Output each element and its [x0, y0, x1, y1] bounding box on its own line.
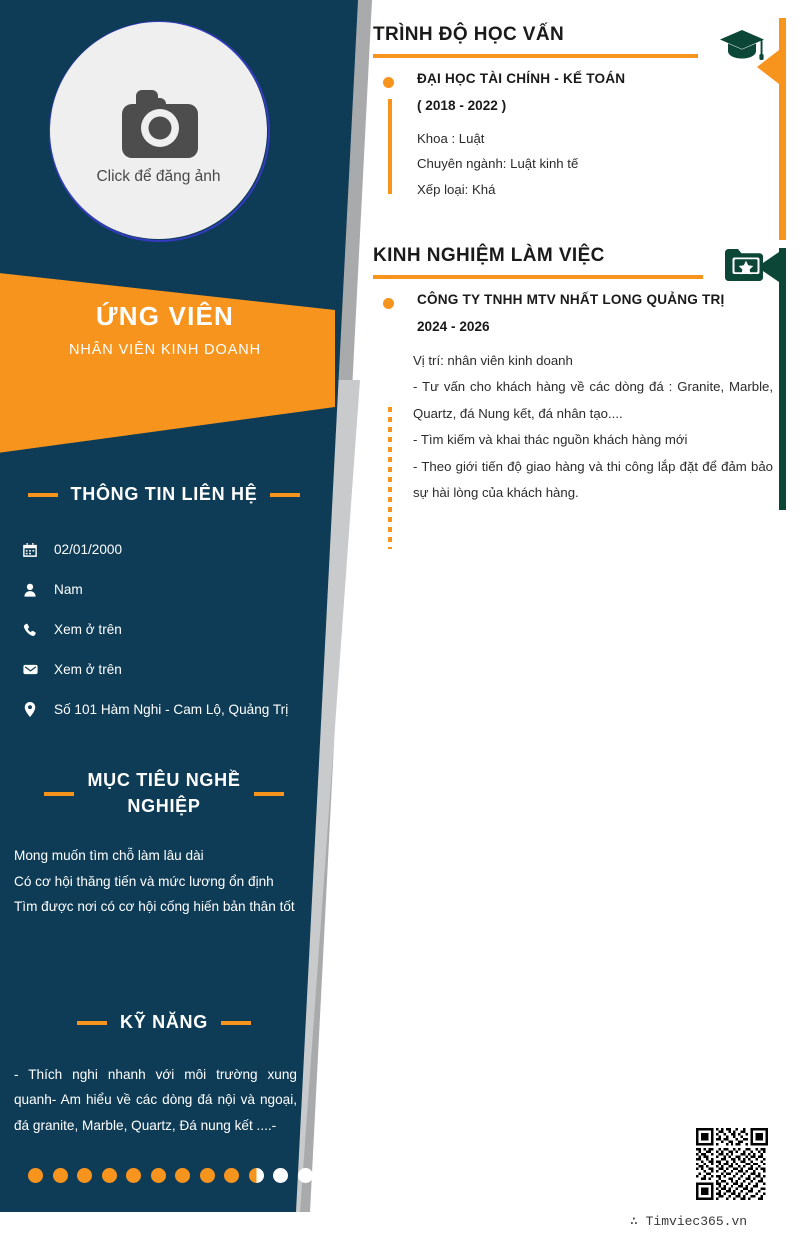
photo-upload-area[interactable] [49, 21, 270, 242]
objective-line: Tìm được nơi có cơ hội cống hiến bản thân tốt [14, 899, 295, 915]
experience-title: KINH NGHIỆM LÀM VIỆC [373, 245, 605, 266]
skill-dot-filled[interactable] [126, 1168, 141, 1183]
experience-accent-bar [779, 248, 786, 510]
experience-line: - Theo giới tiến độ giao hàng và thi công lắp đặt để đảm bảo sự hài lòng của khách hàng. [413, 458, 773, 500]
qr-code-icon [696, 1128, 768, 1200]
skill-dot-filled[interactable] [200, 1168, 215, 1183]
experience-period: 2024 - 2026 [417, 318, 490, 334]
objective-body [14, 843, 314, 920]
brand-watermark: ∴ Timviec365.vn [630, 1214, 748, 1229]
divider-dash-left [28, 493, 58, 497]
person-icon [22, 583, 38, 597]
experience-line: Vị trí: nhân viên kinh doanh [413, 352, 573, 368]
education-timeline-bar [388, 99, 392, 194]
candidate-role: NHÂN VIÊN KINH DOANH [68, 341, 262, 358]
divider-dash-right [254, 792, 284, 796]
skills-title: KỸ NĂNG [120, 1012, 208, 1032]
skill-dot-half[interactable] [249, 1168, 264, 1183]
education-entry [373, 71, 773, 203]
skill-dot-filled[interactable] [53, 1168, 68, 1183]
education-school: ĐẠI HỌC TÀI CHÍNH - KẾ TOÁN [417, 70, 626, 86]
identity-block [0, 300, 330, 358]
folder-star-icon [723, 247, 765, 288]
skill-dot-filled[interactable] [224, 1168, 239, 1183]
experience-line: - Tư vấn cho khách hàng về các dòng đá : Granite, Marble, Quartz, đá Nung kết, đá nhân tạo.... [413, 379, 773, 421]
divider-dash-right [270, 493, 300, 497]
phone-icon [22, 623, 38, 637]
contact-value-email: Xem ở trên [54, 662, 122, 678]
education-detail-line: Khoa : Luật [417, 130, 485, 146]
education-accent-bar [779, 18, 786, 240]
skill-dot-filled[interactable] [102, 1168, 117, 1183]
divider-dash-right [221, 1021, 251, 1025]
skill-dot-filled[interactable] [77, 1168, 92, 1183]
photo-upload-label: Click để đăng ảnh [96, 167, 221, 185]
bullet-dot-icon [383, 298, 394, 309]
contact-item-email [22, 650, 314, 690]
location-pin-icon [22, 702, 38, 717]
contact-title: THÔNG TIN LIÊN HỆ [70, 484, 258, 504]
skill-dot-empty[interactable] [273, 1168, 288, 1183]
experience-title-rule [373, 275, 703, 279]
divider-dash-left [77, 1021, 107, 1025]
experience-entry [373, 292, 773, 507]
objective-title-line1: MỤC TIÊU NGHỀ [87, 770, 241, 790]
contact-value-gender: Nam [54, 582, 83, 598]
camera-icon [104, 76, 214, 164]
contact-header [14, 482, 314, 508]
skills-section [14, 1010, 314, 1138]
education-detail-line: Chuyên ngành: Luật kinh tế [417, 156, 579, 171]
skill-rating-dots[interactable] [28, 1168, 313, 1183]
contact-item-gender [22, 570, 314, 610]
experience-company: CÔNG TY TNHH MTV NHẤT LONG QUẢNG TRỊ [417, 291, 725, 307]
experience-body [413, 348, 773, 507]
education-details [417, 126, 773, 203]
contact-item-address [22, 690, 314, 730]
objective-line: Có cơ hội thăng tiến và mức lương ổn định [14, 873, 274, 889]
objective-section [14, 768, 314, 920]
contact-value-phone: Xem ở trên [54, 622, 122, 638]
candidate-name: ỨNG VIÊN [95, 301, 235, 331]
objective-line: Mong muốn tìm chỗ làm lâu dài [14, 848, 204, 864]
contact-list [14, 530, 314, 730]
contact-value-birthdate: 02/01/2000 [54, 542, 123, 558]
objective-header [14, 768, 314, 819]
photo-placeholder[interactable] [50, 22, 267, 239]
experience-line: - Tìm kiếm và khai thác nguồn khách hàng mới [413, 432, 688, 447]
objective-title [87, 768, 240, 819]
objective-title-line2: NGHIỆP [127, 795, 201, 816]
skills-text: - Thích nghi nhanh với môi trường xung quanh- Am hiểu về các dòng đá nội và ngoại, đá granite, Marble, Quartz, Đá nung kết ....- [14, 1066, 297, 1133]
skill-dot-filled[interactable] [151, 1168, 166, 1183]
contact-section [14, 482, 314, 730]
calendar-icon [22, 543, 38, 557]
skill-dot-filled[interactable] [28, 1168, 43, 1183]
education-section [373, 24, 773, 202]
graduation-cap-icon [719, 28, 765, 71]
envelope-icon [22, 663, 38, 676]
education-period: ( 2018 - 2022 ) [417, 97, 507, 113]
education-title-rule [373, 54, 698, 58]
skill-dot-empty[interactable] [298, 1168, 313, 1183]
contact-item-phone [22, 610, 314, 650]
skills-header [14, 1010, 314, 1036]
bullet-dot-icon [383, 77, 394, 88]
experience-timeline-dotted-bar [388, 407, 392, 549]
education-title: TRÌNH ĐỘ HỌC VẤN [373, 24, 565, 45]
skill-dot-filled[interactable] [175, 1168, 190, 1183]
experience-section [373, 245, 773, 507]
divider-dash-left [44, 792, 74, 796]
education-detail-line: Xếp loại: Khá [417, 181, 496, 197]
contact-value-address: Số 101 Hàm Nghi - Cam Lộ, Quảng Trị [54, 702, 289, 718]
contact-item-birthdate [22, 530, 314, 570]
